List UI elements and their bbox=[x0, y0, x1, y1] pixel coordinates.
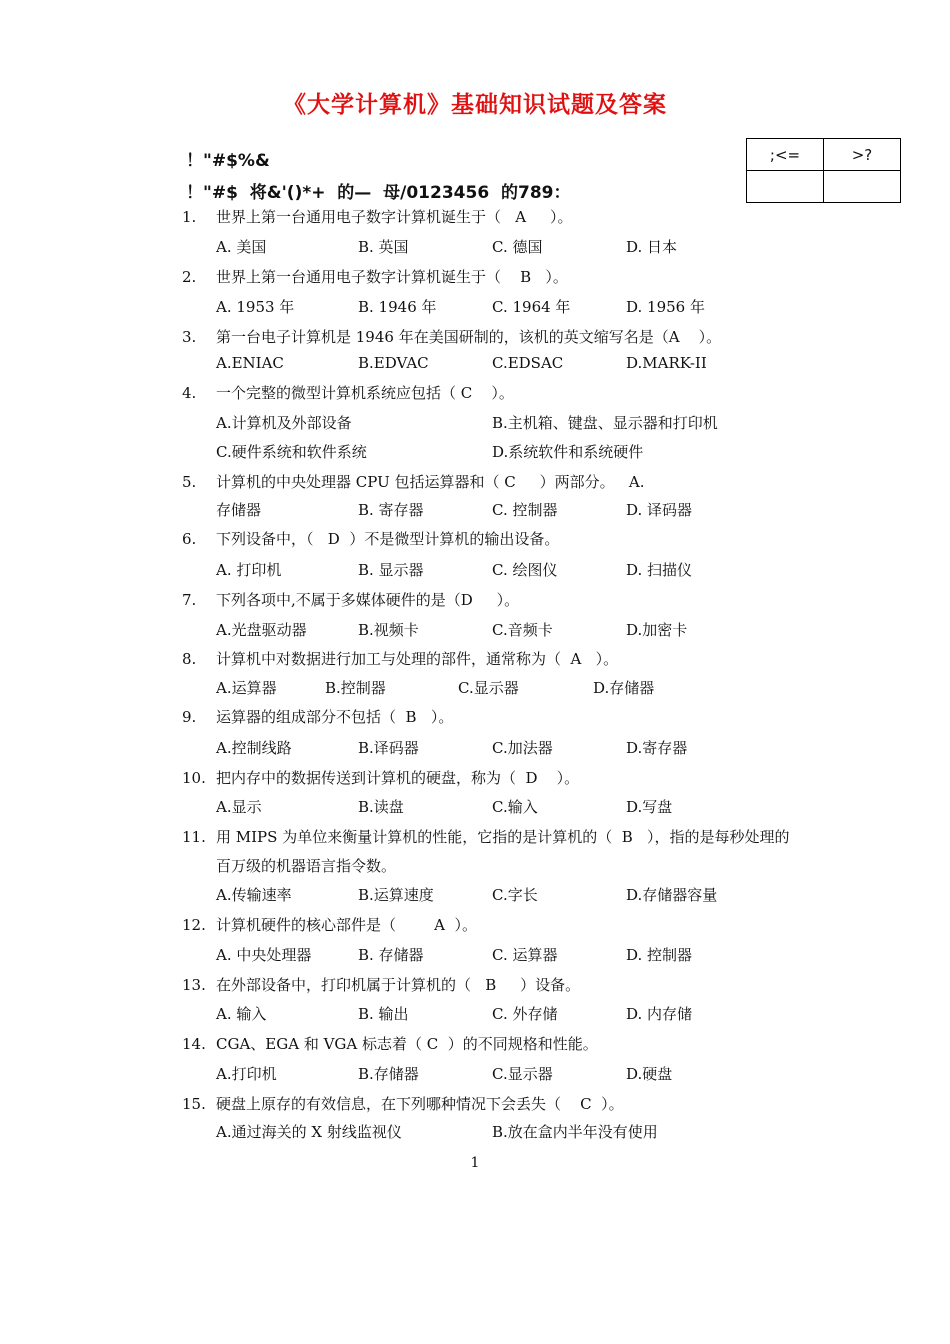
option-d: D.存储器 bbox=[593, 679, 655, 697]
option-a: A.通过海关的 X 射线监视仪 bbox=[216, 1123, 402, 1141]
question-9 bbox=[182, 706, 453, 727]
question-8 bbox=[182, 648, 618, 669]
option-a: A.控制线路 bbox=[216, 739, 292, 757]
option-d: D.系统软件和系统硬件 bbox=[492, 443, 644, 461]
score-table-cell bbox=[824, 171, 901, 203]
question-text: 计算机的中央处理器 CPU 包括运算器和（ C ）两部分。 A. bbox=[216, 473, 645, 491]
question-4 bbox=[182, 382, 514, 403]
option-d: D.硬盘 bbox=[626, 1065, 673, 1083]
option-a: A.打印机 bbox=[216, 1065, 277, 1083]
question-11-continuation: 百万级的机器语言指令数。 bbox=[216, 857, 397, 875]
question-number: 1. bbox=[182, 208, 197, 226]
option-d: D. 控制器 bbox=[626, 946, 693, 964]
option-b: B. 显示器 bbox=[358, 561, 424, 579]
option-c: C. 控制器 bbox=[492, 501, 558, 519]
option-c: C.显示器 bbox=[492, 1065, 553, 1083]
option-d: D.寄存器 bbox=[626, 739, 688, 757]
garbled-heading-line-2: ！"#$ 将&'()*+ 的— 母/0123456 的789： bbox=[186, 183, 571, 203]
question-number: 13. bbox=[182, 976, 206, 994]
option-d: D.存储器容量 bbox=[626, 886, 718, 904]
option-b: B. 寄存器 bbox=[358, 501, 424, 519]
question-6 bbox=[182, 528, 559, 549]
option-c: C. 绘图仪 bbox=[492, 561, 558, 579]
option-a: A.传输速率 bbox=[216, 886, 292, 904]
option-d: D. 译码器 bbox=[626, 501, 693, 519]
question-text: 世界上第一台通用电子数字计算机诞生于（ A ）。 bbox=[216, 208, 573, 226]
option-b: B. 存储器 bbox=[358, 946, 424, 964]
question-15 bbox=[182, 1093, 624, 1114]
question-number: 5. bbox=[182, 473, 197, 491]
question-text: 用 MIPS 为单位来衡量计算机的性能，它指的是计算机的（ B ），指的是每秒处理的 bbox=[216, 828, 790, 846]
question-text: 硬盘上原存的有效信息，在下列哪种情况下会丢失（ C ）。 bbox=[216, 1095, 624, 1113]
score-table-header: ;<= bbox=[747, 139, 824, 171]
question-text: 第一台电子计算机是 1946 年在美国研制的，该机的英文缩写名是（A ）。 bbox=[216, 328, 722, 346]
question-text: 在外部设备中，打印机属于计算机的（ B ）设备。 bbox=[216, 976, 581, 994]
option-a: A.显示 bbox=[216, 798, 262, 816]
question-text: 运算器的组成部分不包括（ B ）。 bbox=[216, 708, 454, 726]
option-b: B.放在盒内半年没有使用 bbox=[492, 1123, 658, 1141]
question-text: 下列设备中，（ D ）不是微型计算机的输出设备。 bbox=[216, 530, 560, 548]
question-text: 把内存中的数据传送到计算机的硬盘，称为（ D ）。 bbox=[216, 769, 580, 787]
option-b: B.存储器 bbox=[358, 1065, 419, 1083]
option-c: C. 运算器 bbox=[492, 946, 558, 964]
question-number: 15. bbox=[182, 1095, 206, 1113]
option-a: A. 美国 bbox=[216, 238, 267, 256]
option-b: B. 1946 年 bbox=[358, 298, 437, 316]
question-number: 10. bbox=[182, 769, 206, 787]
option-c: C.字长 bbox=[492, 886, 538, 904]
option-b: B.主机箱、键盘、显示器和打印机 bbox=[492, 414, 718, 432]
question-text: 下列各项中,不属于多媒体硬件的是（D ）。 bbox=[216, 591, 520, 609]
page-number: 1 bbox=[470, 1155, 480, 1171]
option-c: C.EDSAC bbox=[492, 354, 564, 372]
option-b: B.读盘 bbox=[358, 798, 404, 816]
score-table-cell bbox=[747, 171, 824, 203]
question-text: 世界上第一台通用电子数字计算机诞生于（ B ）。 bbox=[216, 268, 568, 286]
option-c: C.音频卡 bbox=[492, 621, 553, 639]
question-number: 14. bbox=[182, 1035, 206, 1053]
option-c: C. 德国 bbox=[492, 238, 543, 256]
question-11 bbox=[182, 826, 790, 847]
question-7 bbox=[182, 589, 519, 610]
question-number: 7. bbox=[182, 591, 197, 609]
option-b: B.EDVAC bbox=[358, 354, 429, 372]
option-b: B. 输出 bbox=[358, 1005, 409, 1023]
question-text: 计算机中对数据进行加工与处理的部件，通常称为（ A ）。 bbox=[216, 650, 619, 668]
question-14 bbox=[182, 1033, 598, 1054]
option-c: C.显示器 bbox=[458, 679, 519, 697]
option-a: A. 1953 年 bbox=[216, 298, 295, 316]
option-a: 存储器 bbox=[216, 501, 262, 519]
option-a: A. 打印机 bbox=[216, 561, 282, 579]
option-b: B.控制器 bbox=[325, 679, 386, 697]
question-1 bbox=[182, 206, 572, 227]
option-b: B.视频卡 bbox=[358, 621, 419, 639]
option-d: D.加密卡 bbox=[626, 621, 688, 639]
question-number: 8. bbox=[182, 650, 197, 668]
garbled-heading-line-1: ！"#$%& bbox=[186, 151, 270, 171]
option-a: A.光盘驱动器 bbox=[216, 621, 307, 639]
option-c: C.加法器 bbox=[492, 739, 553, 757]
question-5 bbox=[182, 471, 644, 492]
question-10 bbox=[182, 767, 579, 788]
question-number: 3. bbox=[182, 328, 197, 346]
question-12 bbox=[182, 914, 477, 935]
option-c: C.硬件系统和软件系统 bbox=[216, 443, 367, 461]
question-number: 11. bbox=[182, 828, 206, 846]
question-number: 2. bbox=[182, 268, 197, 286]
option-a: A.ENIAC bbox=[216, 354, 284, 372]
question-13 bbox=[182, 974, 580, 995]
option-d: D. 1956 年 bbox=[626, 298, 705, 316]
question-number: 4. bbox=[182, 384, 197, 402]
option-b: B.运算速度 bbox=[358, 886, 434, 904]
option-d: D. 日本 bbox=[626, 238, 678, 256]
option-c: C.输入 bbox=[492, 798, 538, 816]
page-title: 《大学计算机》基础知识试题及答案 bbox=[283, 91, 667, 118]
option-d: D. 内存储 bbox=[626, 1005, 693, 1023]
option-a: A.计算机及外部设备 bbox=[216, 414, 352, 432]
score-table bbox=[746, 138, 901, 203]
option-c: C. 外存储 bbox=[492, 1005, 558, 1023]
question-text: 一个完整的微型计算机系统应包括（ C ）。 bbox=[216, 384, 514, 402]
option-b: B. 英国 bbox=[358, 238, 409, 256]
question-3 bbox=[182, 326, 721, 347]
option-b: B.译码器 bbox=[358, 739, 419, 757]
question-number: 12. bbox=[182, 916, 206, 934]
option-c: C. 1964 年 bbox=[492, 298, 571, 316]
option-d: D.写盘 bbox=[626, 798, 673, 816]
question-number: 9. bbox=[182, 708, 197, 726]
question-number: 6. bbox=[182, 530, 197, 548]
option-d: D. 扫描仪 bbox=[626, 561, 693, 579]
question-text: 计算机硬件的核心部件是（ A ）。 bbox=[216, 916, 478, 934]
question-text: CGA、EGA 和 VGA 标志着（ C ）的不同规格和性能。 bbox=[216, 1035, 598, 1053]
option-a: A.运算器 bbox=[216, 679, 277, 697]
question-2 bbox=[182, 266, 568, 287]
score-table-header: >? bbox=[824, 139, 901, 171]
option-a: A. 中央处理器 bbox=[216, 946, 312, 964]
option-d: D.MARK-II bbox=[626, 354, 707, 372]
option-a: A. 输入 bbox=[216, 1005, 267, 1023]
